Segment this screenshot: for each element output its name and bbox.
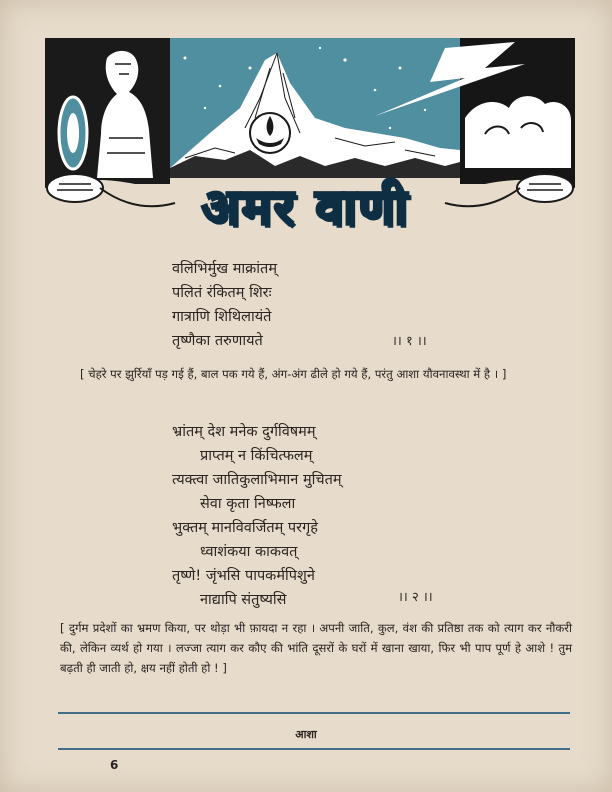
footer-divider-top	[58, 712, 570, 714]
verse-line: प्राप्तम् न किंचित्फलम्	[200, 448, 313, 464]
verse-line: तृष्णे! जृंभसि पापकर्मपिशुने	[172, 568, 315, 584]
verse-line: नाद्यापि संतुष्यसि	[200, 592, 287, 608]
footer-divider-bottom	[58, 748, 570, 750]
verse-line: त्यक्त्वा जातिकुलाभिमान मुचितम्	[172, 472, 342, 488]
verse-line: गात्राणि शिथिलायंते	[172, 309, 272, 325]
verse-line: भ्रांतम् देश मनेक दुर्गविषमम्	[172, 424, 316, 440]
verse-number: ।। २ ।।	[398, 590, 433, 605]
translation-2: [ दुर्गम प्रदेशों का भ्रमण किया, पर थोड़ा भी फ़ायदा न रहा । अपनी जाति, कुल, वंश की प्रतिष्ठा तक को त्याग कर नौकरी की, लेकिन व्यर्थ हो गया । लज्जा त्याग कर कौए की भांति दूसरों के घरों में खाना खाया, फिर भी पाप पूर्ण हे आशे ! तुम बढ़ती ही जाती हो, क्षय नहीं होती हो ! ]	[60, 621, 572, 675]
verse-2	[172, 420, 342, 612]
verse-1	[172, 257, 277, 353]
verse-line: सेवा कृता निष्फला	[200, 496, 296, 512]
footer-title: आशा	[295, 728, 317, 741]
verse-number: ।। १ ।।	[392, 334, 427, 349]
verse-line: वलिभिर्मुख माक्रांतम्	[172, 261, 277, 277]
verse-line: ध्वाशंकया काकवत्	[200, 544, 298, 560]
translation-1: [ चेहरे पर झुर्रियाँ पड़ गई हैं, बाल पक गये हैं, अंग-अंग ढीले हो गये हैं, परंतु आशा यौवनावस्था में है । ]	[80, 367, 507, 381]
page-number: 6	[110, 758, 119, 772]
page-title: अमर वाणी	[201, 178, 409, 236]
verse-line: तृष्णैका तरुणायते	[172, 333, 263, 349]
title-banner	[160, 176, 450, 238]
verse-line: पलितं रंकितम् शिरः	[172, 285, 272, 301]
verse-line: भुक्तम् मानविवर्जितम् परगृहे	[172, 520, 318, 536]
